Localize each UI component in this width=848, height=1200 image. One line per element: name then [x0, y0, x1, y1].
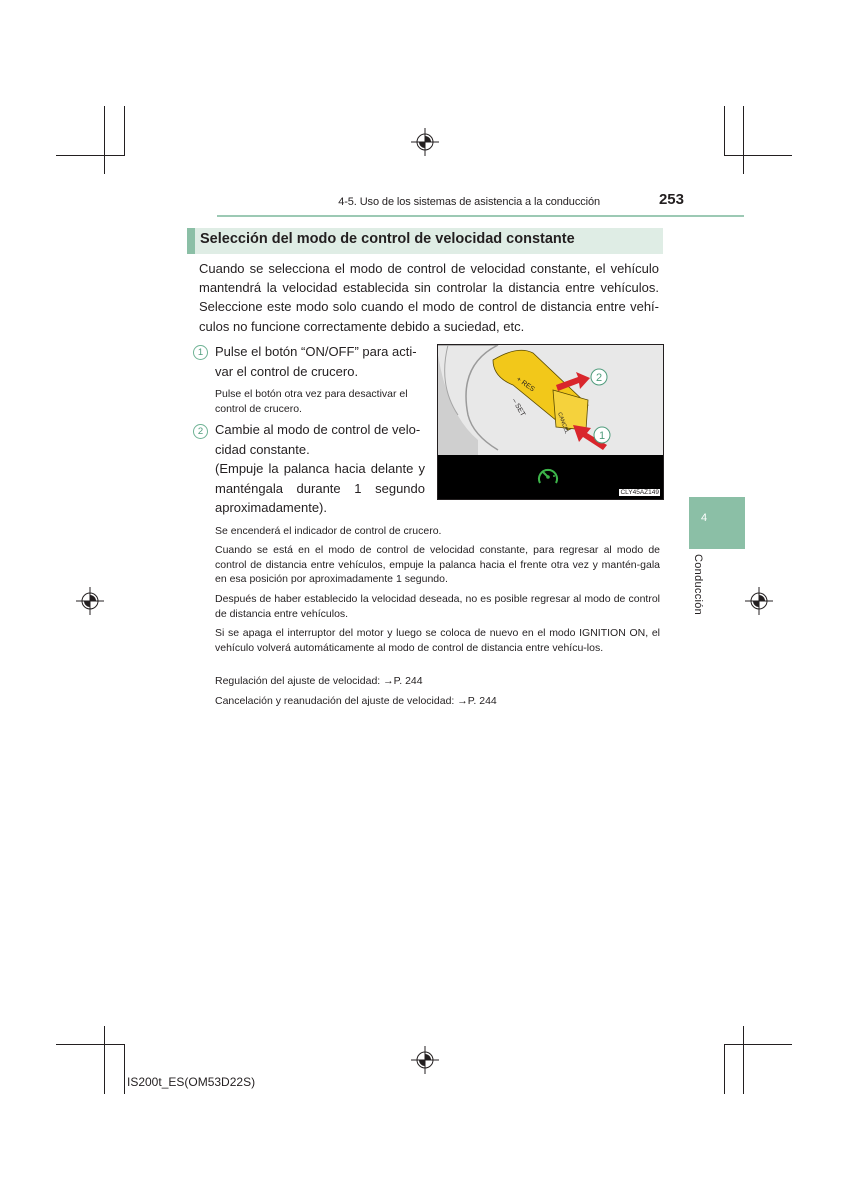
header-rule	[217, 215, 744, 217]
step-1-note	[215, 387, 430, 416]
crop-mark	[724, 106, 725, 156]
chapter-number: 4	[701, 512, 708, 524]
registration-mark-icon	[745, 587, 773, 615]
running-header: 4-5. Uso de los sistemas de asistencia a la conducción	[338, 196, 600, 208]
step-2-line: cidad constante.	[215, 441, 310, 457]
figure	[437, 344, 664, 500]
chapter-label: Conducción	[692, 554, 704, 616]
crop-mark	[743, 106, 744, 174]
cruise-lever-icon	[438, 345, 663, 455]
figure-lever-illustration	[438, 345, 663, 455]
step-1-note-line: control de crucero.	[215, 402, 302, 415]
section-heading-bar	[187, 228, 663, 254]
note-paragraph: Después de haber establecido la velocidad deseada, no es posible regresar al modo de control de distancia entre vehículos.	[215, 593, 660, 620]
note-paragraph: Cancelación y reanudación del ajuste de velocidad: →P. 244	[215, 695, 497, 707]
note-paragraph: Cuando se está en el modo de control de velocidad constante, para regresar al modo de control de distancia entre vehículos, empuje la palanca hacia el frente otra vez y mantén-gala en esa posición por aproximadamente 1 segundo.	[215, 544, 660, 585]
registration-mark-icon	[411, 1046, 439, 1074]
lever-label: + RES	[514, 375, 536, 394]
step-1-note-line: Pulse el botón otra vez para desactivar el	[215, 388, 408, 400]
crop-mark	[724, 1044, 725, 1094]
intro-paragraph: Cuando se selecciona el modo de control de velocidad constante, el vehículo mantendrá la velocidad establecida sin controlar la distancia entre vehículos. Seleccione este modo solo cuando el modo de control de distancia entre vehí-culos no funcione correctamente debido a suciedad, etc.	[199, 261, 659, 334]
step-1-line: Pulse el botón “ON/OFF” para acti-	[215, 344, 417, 359]
lever-label: – SET	[510, 397, 527, 418]
note-paragraph: Regulación del ajuste de velocidad: →P. 244	[215, 675, 423, 687]
callout-number: 2	[595, 372, 603, 384]
registration-mark-icon	[411, 128, 439, 156]
step-2-line: (Empuje la palanca hacia delante y	[215, 461, 425, 476]
registration-mark-icon	[76, 587, 104, 615]
step-2-line: manténgala durante 1 segundo	[215, 480, 425, 496]
step-number-badge: 1	[193, 345, 208, 360]
crop-mark	[743, 1026, 744, 1094]
footer-code: IS200t_ES(OM53D22S)	[127, 1075, 256, 1089]
lever-label: CANCEL	[556, 411, 570, 435]
step-number-badge: 2	[193, 424, 208, 439]
step-1-line: var el control de crucero.	[215, 363, 359, 379]
step-2-text	[215, 420, 425, 518]
page-number: 253	[658, 191, 684, 208]
note-paragraph: Se encenderá el indicador de control de crucero.	[215, 525, 442, 537]
crop-mark	[124, 1044, 125, 1094]
step-2-line: Cambie al modo de control de velo-	[215, 422, 421, 437]
chapter-tab[interactable]	[689, 497, 745, 549]
cruise-control-indicator-icon	[535, 464, 561, 490]
crop-mark	[104, 106, 105, 174]
step-1-text	[215, 342, 427, 381]
crop-mark	[56, 1044, 124, 1045]
callout-number: 1	[598, 430, 606, 442]
crop-mark	[724, 1044, 792, 1045]
crop-mark	[104, 1026, 105, 1094]
section-heading: Selección del modo de control de velocidad constante	[200, 231, 575, 247]
crop-mark	[124, 106, 125, 156]
step-2-line: aproximadamente).	[215, 500, 327, 515]
figure-code: CLY45AZ149	[620, 489, 659, 496]
crop-mark	[56, 155, 124, 156]
crop-mark	[724, 155, 792, 156]
note-paragraph: Si se apaga el interruptor del motor y luego se coloca de nuevo en el modo IGNITION ON, el vehículo volverá automáticamente al modo de control de distancia entre vehícu-los.	[215, 627, 660, 654]
